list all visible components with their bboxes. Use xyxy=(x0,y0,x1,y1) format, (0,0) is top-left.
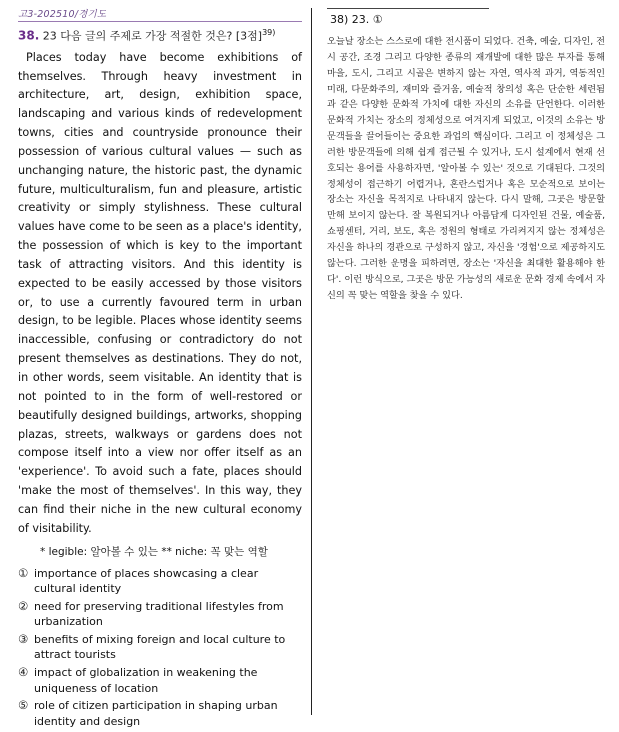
question-header xyxy=(18,25,302,44)
answer-rule xyxy=(327,8,489,9)
option-number: ⑤ xyxy=(18,698,29,713)
option-number: ② xyxy=(18,598,29,613)
answer-key: 38) 23. ① xyxy=(330,13,383,26)
vocabulary-footnote: * legible: 알아볼 수 있는 ** niche: 꼭 맞는 역할 xyxy=(40,545,268,558)
option-text: role of citizen participation in shaping urban identity and design xyxy=(34,699,278,728)
question-number: 38. xyxy=(18,28,40,43)
option-number: ③ xyxy=(18,631,29,646)
option-text: benefits of mixing foreign and local culture to attract tourists xyxy=(34,632,286,662)
option-1[interactable] xyxy=(18,566,302,597)
answer-column xyxy=(327,8,605,303)
option-number: ④ xyxy=(18,665,29,680)
option-3[interactable] xyxy=(18,632,302,663)
translation-text: 오늘날 장소는 스스로에 대한 전시품이 되었다. 건축, 예술, 디자인, 전시 공간, 조경 그리고 다양한 종류의 재개발에 대한 많은 투자를 통해 마을, 도시, 그리고 시골은 변하지 않는 자연, 역사적 과거, 역동적인 미래, 다문화주의, 재미와 즐거움, 예술적 창의성 혹은 단순한 세련됨과 같은 다양한 문화적 가치에 대한 자신의 소유를 단언한다. 이러한 문화적 가치는 장소의 정체성으로 여겨지게 되었고, 이것의 소유는 방문객들을 끌어들이는 중요한 과업의 핵심이다. 그리고 이 정체성은 그러한 방문객들에 의해 쉽게 접근될 수 있거나, 도시 설계에서 현재 선호되는 용어를 사용하자면, '알아볼 수 있는' 것으로 기대된다. 그것의 정체성이 접근하기 어렵거나, 혼란스럽거나 혹은 모순적으로 보이는 장소는 자신을 목적지로 나타내지 않는다. 다시 말해, 그곳은 방문할 만해 보이지 않는다. 잘 복원되거나 아름답게 디자인된 건물, 예술품, 쇼핑센터, 거리, 보도, 혹은 정원의 형태로 가리켜지지 않는 정체성은 자신을 하나의 경관으로 구성하지 않고, 자신을 '경험'으로 제공하지도 않는다. 그러한 운명을 피하려면, 장소는 '자신을 최대한 활용해야 한다'. 이런 방식으로, 그곳은 방문 가능성의 새로운 문화 경제 속에서 자신의 꼭 맞는 역할을 찾을 수 있다. xyxy=(327,36,605,301)
option-text: importance of places showcasing a clear cultural identity xyxy=(34,566,259,596)
option-2[interactable] xyxy=(18,599,302,630)
passage-text: Places today have become exhibitions of themselves. Through heavy investment in architecture, art, design, exhibition space, landscaping and various kinds of redevelopment towns, cities and countryside pronounce their possession of various cultural values — such as unchanging nature, the historic past, the dynamic future, multiculturalism, fun and pleasure, artistic creativity or simply stylishness. These cultural values have come to be seen as a place's identity, the possession of which is key to the important task of attracting visitors. And this identity is expected to be easily accessed by those visitors or, to use a currently favoured term in urban design, to be legible. Places whose identity seems inaccessible, confusing or contradictory do not present themselves as destinations. They do not, in other words, seem visitable. An identity that is not pointed to in the form of well-restored or beautifully designed buildings, artworks, shopping plazas, streets, walkways or gardens does not compose itself into a view nor offer itself as an 'experience'. To avoid such a fate, places should 'make the most of themselves'. In this way, they can find their niche in the new cultural economy of visitability. xyxy=(18,50,302,535)
option-5[interactable] xyxy=(18,698,302,729)
source-label: 고3-202510/경기도 xyxy=(18,9,107,20)
option-number: ① xyxy=(18,565,29,580)
answer-options xyxy=(18,566,302,730)
question-code: 39) xyxy=(262,28,276,37)
option-text: impact of globalization in weakening the uniqueness of location xyxy=(34,666,258,695)
source-divider xyxy=(18,21,302,22)
question-prompt: 23 다음 글의 주제로 가장 적절한 것은? [3점] xyxy=(42,29,263,43)
option-4[interactable] xyxy=(18,665,302,696)
option-text: need for preserving traditional lifestyles from urbanization xyxy=(34,599,284,629)
question-column xyxy=(18,6,302,732)
column-divider xyxy=(311,8,312,715)
